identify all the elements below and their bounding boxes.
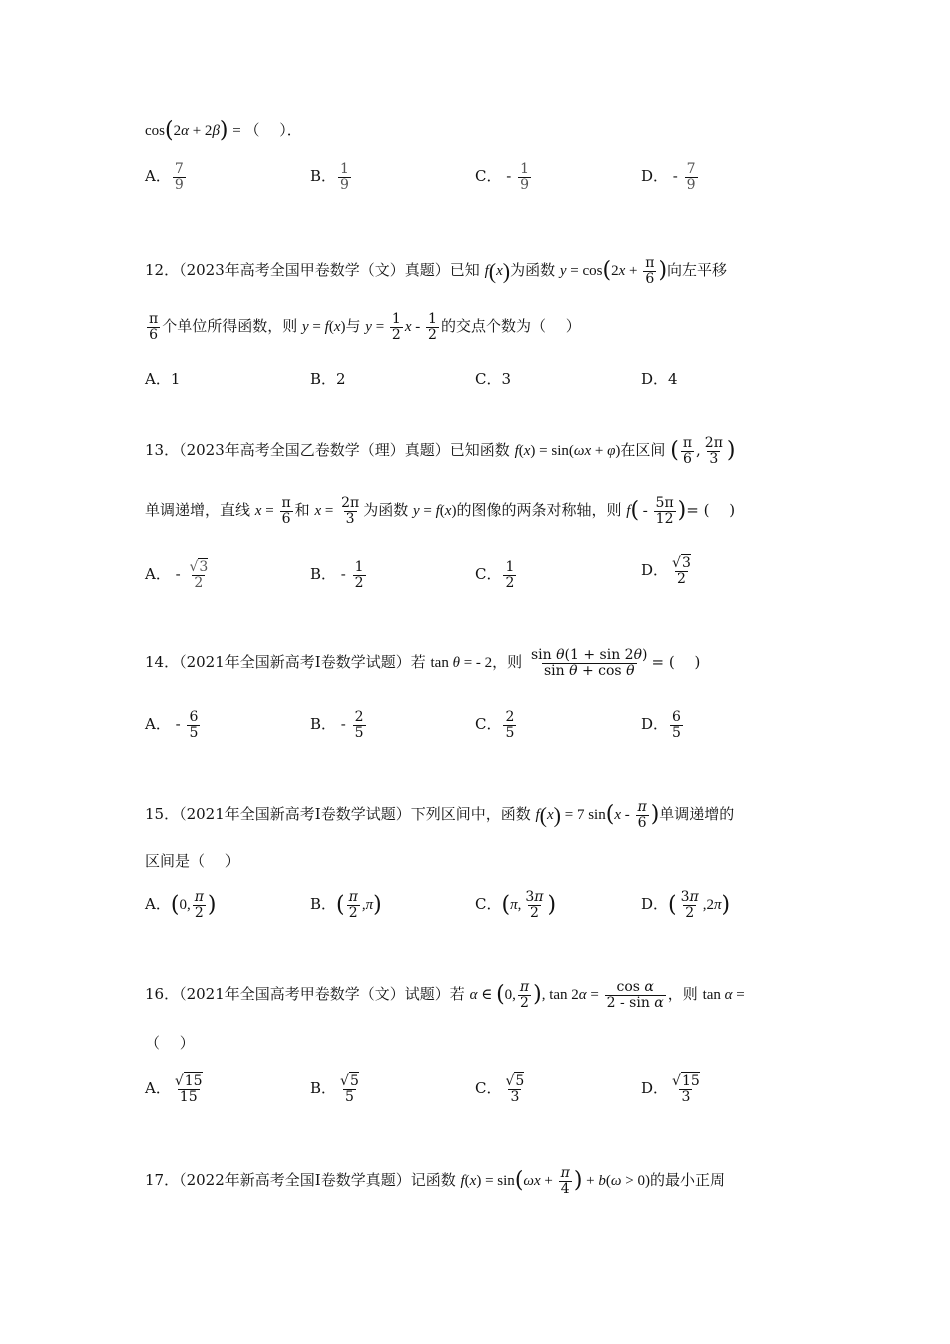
q14-option-a[interactable]: A． - $\frac{6}{5}$ xyxy=(145,709,199,741)
q15-option-d[interactable]: D．( $\frac{3\pi}{2}$ ,2π) xyxy=(641,889,731,921)
q12-stem-line2: $\frac{\pi}{6}$ 个单位所得函数，则 y = f(x)与 y = $\frac{1}{2}$ x - $\frac{1}{2}$ 的交点个数为（ ） xyxy=(149,311,581,343)
q13-option-a[interactable]: A． - $\frac{√3}{2}$ xyxy=(145,559,209,591)
q11-option-a[interactable]: A． $\frac{7}{9}$ xyxy=(145,161,184,193)
q13-stem-line2: 单调递增，直线 x = $\frac{\pi}{6}$ 和 x = $\frac{2\pi}{3}$ 为函数 y = f(x)的图像的两条对称轴，则 f( - $\frac{5\pi}{12}$ )= ( ) xyxy=(145,495,736,527)
q12-option-d[interactable]: D．4 xyxy=(641,370,678,388)
q15-option-a[interactable]: A．(0, $\frac{\pi}{2}$ ) xyxy=(145,889,217,921)
q13-option-b[interactable]: B． - $\frac{1}{2}$ xyxy=(310,559,364,591)
q14-option-b[interactable]: B． - $\frac{2}{5}$ xyxy=(310,709,364,741)
q11-option-c[interactable]: C． - $\frac{1}{9}$ xyxy=(475,161,530,193)
q12-stem-line1: 12．（2023年高考全国甲卷数学（文）真题）已知 f(x)为函数 y = cos(2x + $\frac{\pi}{6}$ )向左平移 xyxy=(145,255,728,287)
q16-option-b[interactable]: B． $\frac{√5}{5}$ xyxy=(310,1073,359,1105)
q16-stem-line2: （ ） xyxy=(145,1034,195,1052)
q16-option-a[interactable]: A． $\frac{√15}{15}$ xyxy=(145,1073,203,1105)
q15-stem-line1: 15．（2021年全国新高考I卷数学试题）下列区间中，函数 f(x) = 7 sin(x - $\frac{\pi}{6}$ )单调递增的 xyxy=(145,799,735,831)
q12-option-b[interactable]: B．2 xyxy=(310,370,346,388)
q16-stem-line1: 16．（2021年全国高考甲卷数学（文）试题）若 α ∈ (0, $\frac{\pi}{2}$ ), tan 2α = $\frac{\text{cos α}}{\text{2 - sin α}}$ ，则 tan α = xyxy=(145,979,745,1011)
q14-stem: 14．（2021年全国新高考I卷数学试题）若 tan θ = - 2，则 $\frac{\text{sin θ(1 + sin 2θ)}}{\text{sin θ + cos θ}}$ = ( ) xyxy=(145,647,701,679)
q13-option-d[interactable]: D． $\frac{√3}{2}$ xyxy=(641,555,691,587)
q12-option-a[interactable]: A．1 xyxy=(145,370,181,388)
q13-stem-line1: 13．（2023年高考全国乙卷数学（理）真题）已知函数 f(x) = sin(ωx + φ)在区间 ( $\frac{\pi}{6}$ , $\frac{2\pi}{3}$ ) xyxy=(145,435,736,467)
q15-option-b[interactable]: B．( $\frac{\pi}{2}$ ,π) xyxy=(310,889,382,921)
q11-option-d[interactable]: D． - $\frac{7}{9}$ xyxy=(641,161,696,193)
q15-option-c[interactable]: C．(π, $\frac{3\pi}{2}$ ) xyxy=(475,889,557,921)
q16-option-d[interactable]: D． $\frac{√15}{3}$ xyxy=(641,1073,700,1105)
q11-option-b[interactable]: B． $\frac{1}{9}$ xyxy=(310,161,349,193)
q17-stem: 17．（2022年新高考全国I卷数学真题）记函数 f(x) = sin(ωx + $\frac{\pi}{4}$ ) + b(ω > 0)的最小正周 xyxy=(145,1165,725,1197)
q12-option-c[interactable]: C．3 xyxy=(475,370,512,388)
q13-option-c[interactable]: C． $\frac{1}{2}$ xyxy=(475,559,515,591)
q11-stem: cos(2α + 2β) = （ ）． xyxy=(145,118,302,143)
q14-option-c[interactable]: C． $\frac{2}{5}$ xyxy=(475,709,515,741)
q15-stem-line2: 区间是（ ） xyxy=(145,852,240,870)
q14-option-d[interactable]: D． $\frac{6}{5}$ xyxy=(641,709,681,741)
q16-option-c[interactable]: C． $\frac{√5}{3}$ xyxy=(475,1073,525,1105)
